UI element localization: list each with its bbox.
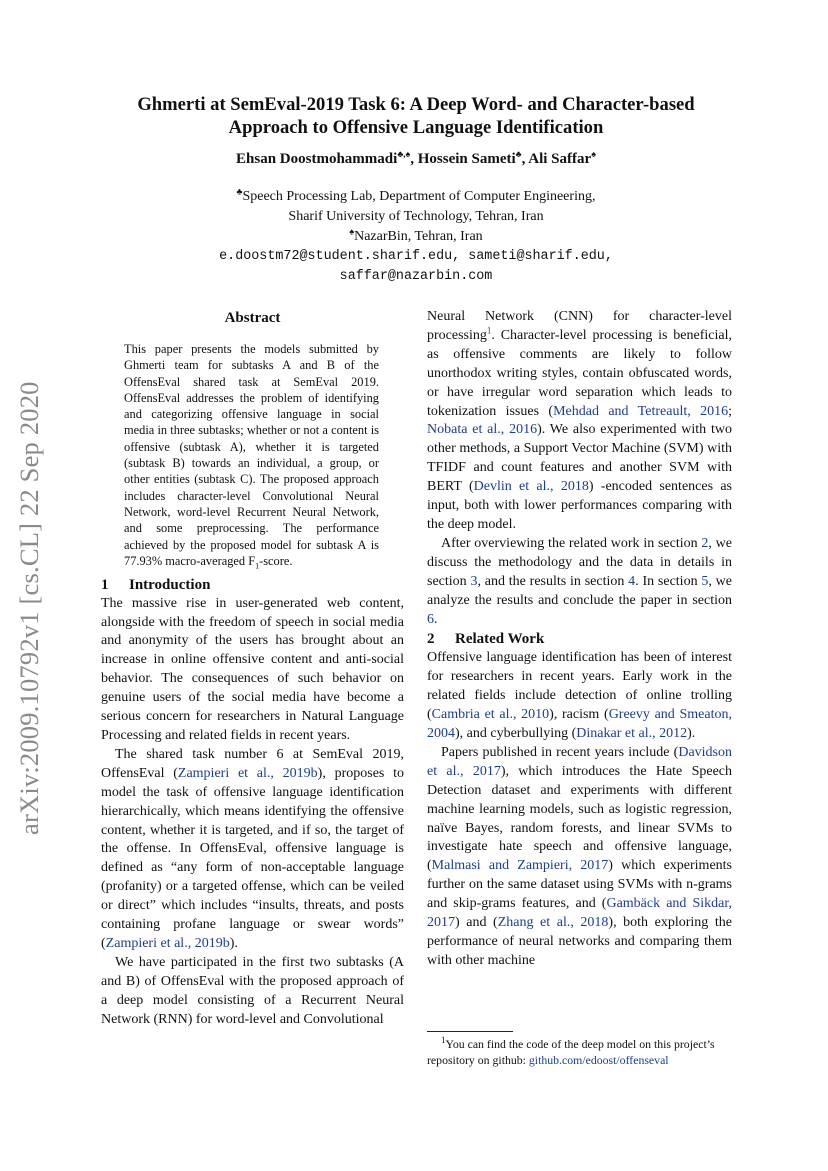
author-1-marks: ♣,♠ — [397, 149, 411, 159]
intro-p2-text-c: ). — [229, 935, 238, 951]
related-p1-d: ). — [687, 726, 696, 742]
section-1-title: Introduction — [129, 576, 211, 593]
citation-mehdad-2016[interactable]: Mehdad and Tetreault, 2016 — [553, 403, 729, 419]
author-list — [60, 151, 772, 168]
title-line-2: Approach to Offensive Language Identification — [228, 117, 604, 138]
footnote-body: You can find the code of the deep model on this project’s repository on github: — [427, 1037, 715, 1067]
affiliations — [60, 187, 772, 287]
footnote-1-marker[interactable]: 1 — [486, 325, 492, 336]
intro-p3-cont-a: Neural Network (CNN) for character-level processing — [427, 309, 732, 343]
citation-greevy-2004[interactable]: Greevy and Smeaton, 2004 — [427, 707, 732, 742]
affil-line-1: Speech Processing Lab, Department of Computer Engineering, — [242, 189, 596, 204]
citation-dinakar-2012[interactable]: Dinakar et al., 2012 — [576, 726, 688, 742]
author-3: Ali Saffar — [528, 151, 592, 167]
right-column — [427, 308, 732, 971]
author-sep-1: , — [410, 151, 418, 167]
affil-line-2: Sharif University of Technology, Tehran, Iran — [288, 209, 544, 224]
intro-p4-a: After overviewing the related work in section — [441, 535, 702, 551]
github-link[interactable]: github.com/edoost/offenseval — [528, 1053, 669, 1067]
affil-3-mark: ♠ — [349, 226, 355, 237]
footnote-text — [427, 1036, 732, 1068]
section-related-work-heading — [427, 629, 732, 649]
email-line-1: e.doostm72@student.sharif.edu, sameti@sharif.edu, — [219, 249, 613, 264]
intro-p4-c: , and the results in section — [477, 573, 629, 589]
intro-paragraph-2 — [101, 746, 404, 954]
section-2-title: Related Work — [455, 631, 545, 648]
intro-paragraph-3: We have participated in the first two subtasks (A and B) of OffensEval with the proposed approach of a deep model consisting of a Recurrent Neural Network (RNN) for word-level and Convolutional — [101, 954, 404, 1027]
citation-zhang-2018[interactable]: Zhang et al., 2018 — [497, 915, 609, 931]
section-ref-5[interactable]: 5 — [701, 573, 709, 589]
footnote-mark: 1 — [441, 1035, 446, 1046]
intro-p3-cont-c: ; — [728, 403, 732, 419]
intro-p4-e: , we analyze the results and conclude the paper in section — [427, 573, 732, 608]
section-introduction-heading — [101, 575, 404, 595]
intro-p4-f: . — [434, 611, 438, 627]
related-paragraph-2 — [427, 744, 732, 971]
affil-line-3: NazarBin, Tehran, Iran — [354, 229, 483, 244]
intro-p4-d: . In section — [635, 573, 702, 589]
related-p1-a: Offensive language identification has been of interest for researchers in recent years. Early work in the related fields include detection of online trolling ( — [427, 650, 732, 723]
citation-nobata-2016[interactable]: Nobata et al., 2016 — [427, 422, 538, 438]
abstract-body: This paper presents the models submitted by Ghmerti team for subtasks A and B of the OffensEval shared task at SemEval 2019. OffensEval addresses the problem of identifying and categorizing offensive language in social media in three subtasks; whether or not a content is offensive (subtask A), whether it is targeted (subtask B) towards an individual, a group, or other entities (subtask C). The proposed approach includes character-level Convolutional Neural Network, word-level Recurrent Neural Network, and some preprocessing. The performance achieved by the proposed model for subtask A is 77.93% macro-averaged F — [124, 342, 379, 568]
section-ref-3[interactable]: 3 — [470, 573, 478, 589]
left-column — [101, 308, 404, 1029]
citation-devlin-2018[interactable]: Devlin et al., 2018 — [473, 479, 589, 495]
related-paragraph-1 — [427, 649, 732, 744]
related-p2-d: ) and ( — [455, 915, 498, 931]
intro-p3-cont-b: . Character-level processing is beneficial, as offensive comments are likely to follow unorthodox writing styles, contain obfuscated words, or have irregular word separation which leads to tokenization issues ( — [427, 327, 732, 419]
citation-zampieri-2019b-2[interactable]: Zampieri et al., 2019b — [105, 935, 230, 951]
abstract-end: -score. — [259, 553, 293, 568]
author-sep-2: , — [521, 151, 529, 167]
abstract-heading: Abstract — [224, 310, 281, 326]
intro-p4-b: , we discuss the methodology and the data in details in section — [427, 535, 732, 589]
author-1: Ehsan Doostmohammadi — [236, 151, 398, 167]
citation-cambria-2010[interactable]: Cambria et al., 2010 — [431, 707, 550, 723]
intro-paragraph-3-continued — [427, 308, 732, 535]
citation-malmasi-2017[interactable]: Malmasi and Zampieri, 2017 — [431, 858, 609, 874]
footnote-rule — [427, 1031, 513, 1032]
paper-title — [60, 93, 772, 139]
intro-paragraph-1: The massive rise in user-generated web content, alongside with the freedom of speech in social media and anonymity of the users has brought about an increase in online offensive content and anti-social behavior. The consequences of such behavior on genuine users of the social media have become a serious concern for researchers in Natural Language Processing and related fields in recent years. — [101, 595, 404, 743]
author-2-marks: ♣ — [515, 149, 522, 159]
author-3-marks: ♠ — [591, 149, 596, 159]
related-p2-b: ), which introduces the Hate Speech Detection dataset and experiments with different machine learning models, such as logistic regression, naïve Bayes, random forests, and linear SVMs to investigate hate speech and offensive language, ( — [427, 763, 732, 874]
intro-p3-cont-d: ). We also experimented with two other methods, a Support Vector Machine (SVM) with TFIDF and count features and another SVM with BERT ( — [427, 422, 732, 495]
section-ref-4[interactable]: 4 — [628, 573, 636, 589]
related-p2-a: Papers published in recent years include ( — [441, 744, 679, 760]
related-p2-c: ) which experiments further on the same dataset using SVMs with n-grams and skip-grams features, and ( — [427, 858, 732, 912]
section-2-number: 2 — [427, 631, 435, 648]
email-line-2: saffar@nazarbin.com — [339, 269, 493, 284]
related-p1-c: ), and cyberbullying ( — [455, 726, 577, 742]
intro-p2-text-b: ), proposes to model the task of offensive language identification hierarchically, which means identifying the offensive content, whether it is targeted, and if so, the target of the offense. In OffensEval, offensive language is defined as “any form of non-acceptable language (profanity) or a targeted offense, which can be veiled or direct” which includes “insults, threats, and posts containing profane language or swear words” ( — [101, 765, 404, 951]
citation-gamback-2017[interactable]: Gambäck and Sikdar, 2017 — [427, 896, 732, 931]
citation-davidson-2017[interactable]: Davidson et al., 2017 — [427, 744, 732, 779]
related-p2-e: ), both exploring the performance of neural networks and comparing them with other machine — [427, 915, 732, 968]
related-p1-b: ), racism ( — [549, 707, 609, 723]
footnote — [427, 1031, 732, 1068]
author-2: Hossein Sameti — [417, 151, 516, 167]
intro-paragraph-4 — [427, 535, 732, 630]
section-1-number: 1 — [101, 576, 109, 593]
intro-p3-cont-e: ) -encoded sentences as input, both with lower performances comparing with the deep model. — [427, 479, 732, 532]
affil-1-mark: ♣ — [236, 186, 243, 197]
citation-zampieri-2019b[interactable]: Zampieri et al., 2019b — [177, 765, 318, 781]
section-ref-2[interactable]: 2 — [701, 535, 709, 551]
arxiv-identifier: arXiv:2009.10792v1 [cs.CL] 22 Sep 2020 — [14, 381, 44, 835]
abstract-f1-subscript: 1 — [255, 561, 260, 571]
intro-p2-text-a: The shared task number 6 at SemEval 2019, OffensEval ( — [101, 746, 404, 781]
abstract-text — [124, 341, 379, 575]
title-line-1: Ghmerti at SemEval-2019 Task 6: A Deep Word- and Character-based — [137, 94, 695, 115]
section-ref-6[interactable]: 6 — [427, 611, 434, 627]
